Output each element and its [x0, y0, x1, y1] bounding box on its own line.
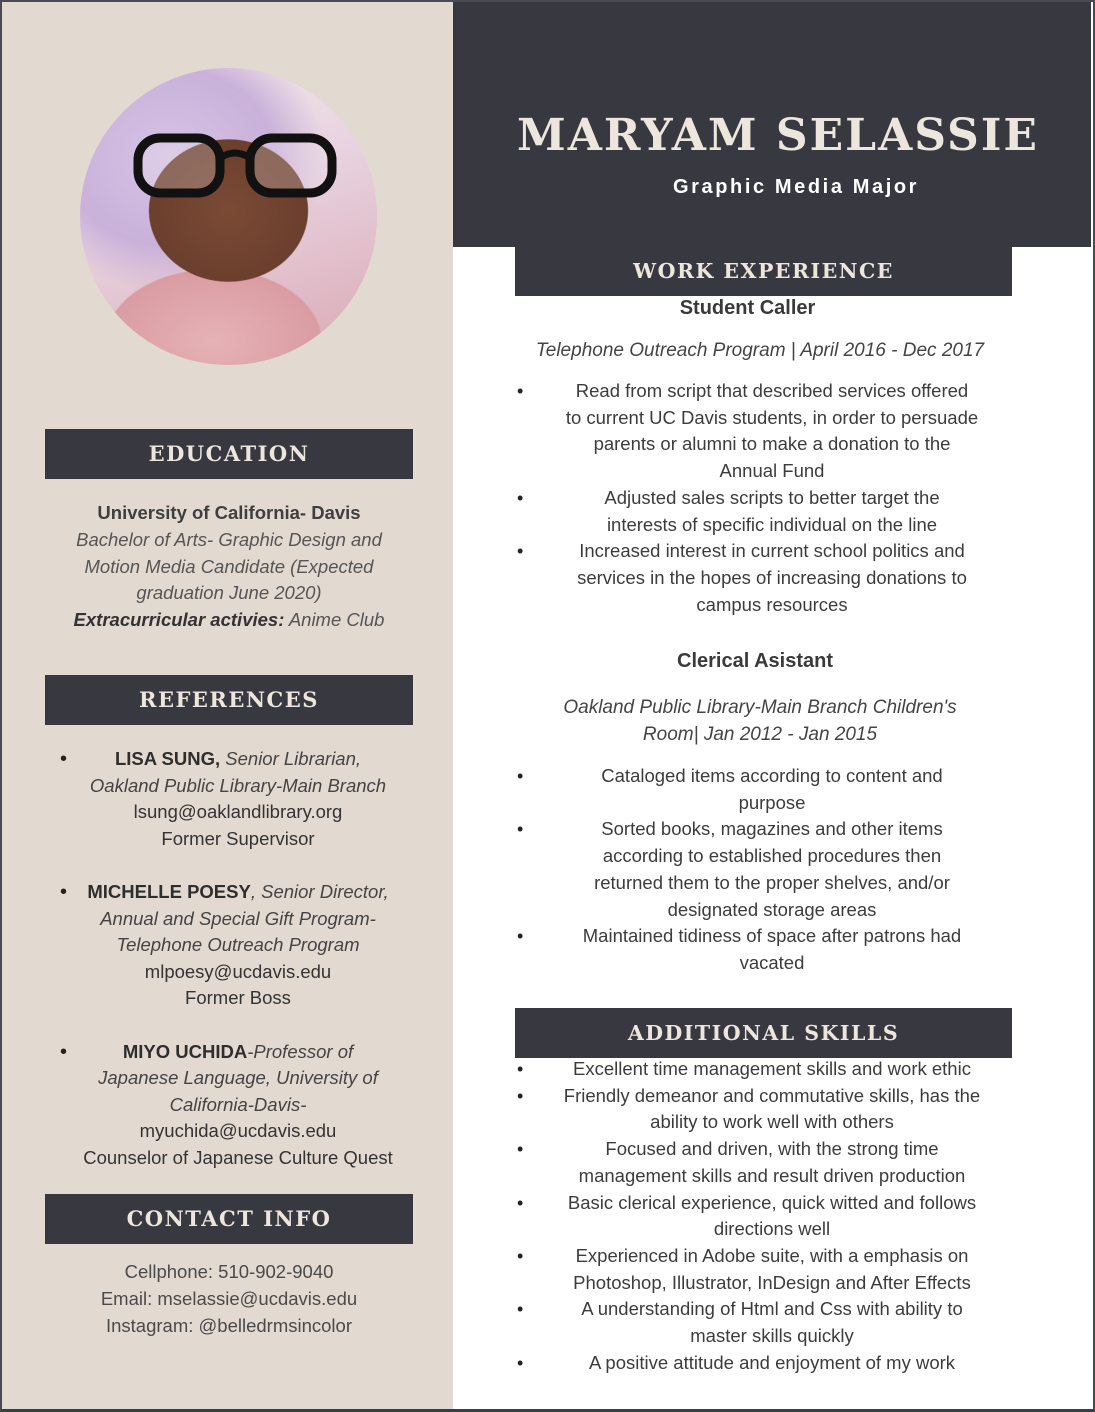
bullet-line: vacated — [739, 951, 805, 973]
reference-relation: Former Supervisor — [161, 827, 315, 849]
job-title: Student Caller — [679, 297, 816, 319]
education-block — [45, 500, 413, 634]
references-list — [45, 746, 413, 1198]
reference-item: • MICHELLE POESY, Senior Director, Annual and Special Gift Program- Telephone Outreach Program mlpoesy@ucdavis.edu Former Boss — [45, 879, 413, 1012]
bullet-line: to current UC Davis students, in order to persuade — [565, 406, 979, 428]
skills-list — [515, 1056, 1005, 1376]
bullet-line: interests of specific individual on the line — [606, 513, 938, 535]
list-item — [515, 485, 1005, 538]
bullet-line: services in the hopes of increasing donations to — [577, 566, 967, 588]
reference-title: Japanese Language, University of — [98, 1067, 378, 1089]
reference-name: LISA SUNG, — [114, 748, 221, 769]
bullet-line: • Adjusted sales scripts to better target the — [604, 486, 940, 508]
bullet-line: • Maintained tidiness of space after patrons had — [582, 925, 962, 947]
skills-heading: ADDITIONAL SKILLS — [515, 1008, 1012, 1058]
list-item — [515, 816, 1005, 923]
list-item — [515, 378, 1005, 485]
header-banner — [453, 2, 1091, 247]
contact-block — [45, 1258, 413, 1339]
bullet-line: according to established procedures then — [602, 845, 942, 867]
glasses-graphic — [130, 130, 340, 200]
contact-heading: CONTACT INFO — [45, 1194, 413, 1244]
reference-title: , Senior Director, — [250, 880, 389, 902]
bullet-line: management skills and result driven production — [578, 1164, 966, 1186]
bullet-line: • Cataloged items according to content and — [601, 765, 943, 786]
reference-item: • LISA SUNG, Senior Librarian, Oakland Public Library-Main Branch lsung@oaklandlibrary.org Former Supervisor — [45, 746, 413, 852]
education-heading: EDUCATION — [45, 429, 413, 479]
person-name: MARYAM SELASSIE — [517, 110, 1039, 161]
list-item — [515, 1190, 1005, 1243]
reference-relation: Former Boss — [185, 987, 291, 1009]
list-item — [515, 538, 1005, 618]
extracurricular-label: Extracurricular activies: — [73, 609, 285, 631]
list-item — [515, 1136, 1005, 1189]
bullet-line: ability to work well with others — [650, 1111, 894, 1133]
job-meta-line: Oakland Public Library-Main Branch Children's — [563, 697, 957, 718]
bullet-line: campus resources — [696, 593, 848, 615]
bullet-line: • Basic clerical experience, quick witted and follows — [567, 1191, 977, 1213]
extracurricular-value: Anime Club — [284, 609, 385, 631]
bullet-line: purpose — [738, 791, 806, 813]
job-meta — [515, 338, 1005, 365]
school-name: University of California- Davis — [97, 502, 361, 523]
bullet-line: • Focused and driven, with the strong time — [605, 1138, 939, 1160]
bullet-line: • A understanding of Html and Css with ability to — [581, 1298, 963, 1320]
job-meta-line: Room| Jan 2012 - Jan 2015 — [642, 723, 878, 745]
reference-name: MIYO UCHIDA — [122, 1040, 248, 1062]
reference-title: Oakland Public Library-Main Branch — [89, 774, 387, 796]
bullet-line: • A positive attitude and enjoyment of my work — [588, 1351, 956, 1373]
bullet-line: designated storage areas — [667, 898, 877, 920]
bullet-line: parents or alumni to make a donation to the — [593, 433, 951, 455]
person-major: Graphic Media Major — [672, 176, 920, 198]
job-bullets — [515, 763, 1005, 977]
extracurricular — [45, 607, 413, 634]
job-title: Clerical Asistant — [677, 650, 833, 672]
degree-line: Bachelor of Arts- Graphic Design and — [76, 528, 382, 550]
list-item — [515, 1083, 1005, 1136]
bullet-line: • Read from script that described services offered — [575, 380, 969, 401]
degree-line: Motion Media Candidate (Expected — [84, 555, 374, 577]
contact-email: Email: mselassie@ucdavis.edu — [100, 1288, 358, 1309]
job-bullets — [515, 378, 1005, 618]
reference-title: California-Davis- — [169, 1093, 307, 1115]
profile-photo — [80, 68, 377, 365]
bullet-line: directions well — [713, 1218, 831, 1240]
list-item — [515, 763, 1005, 816]
contact-instagram: Instagram: @belledrmsincolor — [105, 1315, 352, 1336]
bullet-line: • Sorted books, magazines and other items — [601, 818, 943, 840]
bullet-line: • Friendly demeanor and commutative skills, has the — [563, 1084, 981, 1106]
bullet-line: • Experienced in Adobe suite, with a emphasis on — [575, 1244, 969, 1266]
list-item — [515, 1056, 1005, 1083]
reference-item: • MIYO UCHIDA-Professor of Japanese Language, University of California-Davis- myuchida@ucdavis.edu Counselor of Japanese Culture Quest — [45, 1039, 413, 1172]
reference-title: Senior Librarian, — [220, 748, 362, 769]
degree-line: graduation June 2020) — [136, 582, 322, 604]
reference-title: Telephone Outreach Program — [116, 934, 360, 956]
list-item — [515, 1243, 1005, 1296]
list-item — [515, 1296, 1005, 1349]
bullet-line: Photoshop, Illustrator, InDesign and After Effects — [573, 1271, 971, 1293]
reference-email: mlpoesy@ucdavis.edu — [144, 960, 332, 982]
reference-relation: Counselor of Japanese Culture Quest — [83, 1146, 393, 1168]
bullet-line: • Excellent time management skills and work ethic — [573, 1058, 971, 1079]
work-experience-heading: WORK EXPERIENCE — [515, 246, 1012, 296]
list-item — [515, 1350, 1005, 1377]
reference-title: -Professor of — [247, 1040, 354, 1062]
reference-title: Annual and Special Gift Program- — [100, 907, 376, 929]
job-meta-line: Telephone Outreach Program | April 2016 - Dec 2017 — [535, 340, 985, 361]
reference-email: myuchida@ucdavis.edu — [139, 1120, 337, 1142]
reference-email: lsung@oaklandlibrary.org — [133, 801, 343, 823]
job-meta — [515, 695, 1005, 748]
bullet-line: Annual Fund — [719, 460, 825, 482]
bullet-line: returned them to the proper shelves, and/or — [594, 871, 950, 893]
bullet-line: • Increased interest in current school politics and — [579, 540, 965, 562]
reference-name: MICHELLE POESY — [87, 880, 251, 902]
list-item — [515, 923, 1005, 976]
bullet-line: master skills quickly — [690, 1325, 854, 1347]
references-heading: REFERENCES — [45, 675, 413, 725]
contact-phone: Cellphone: 510-902-9040 — [124, 1261, 334, 1282]
